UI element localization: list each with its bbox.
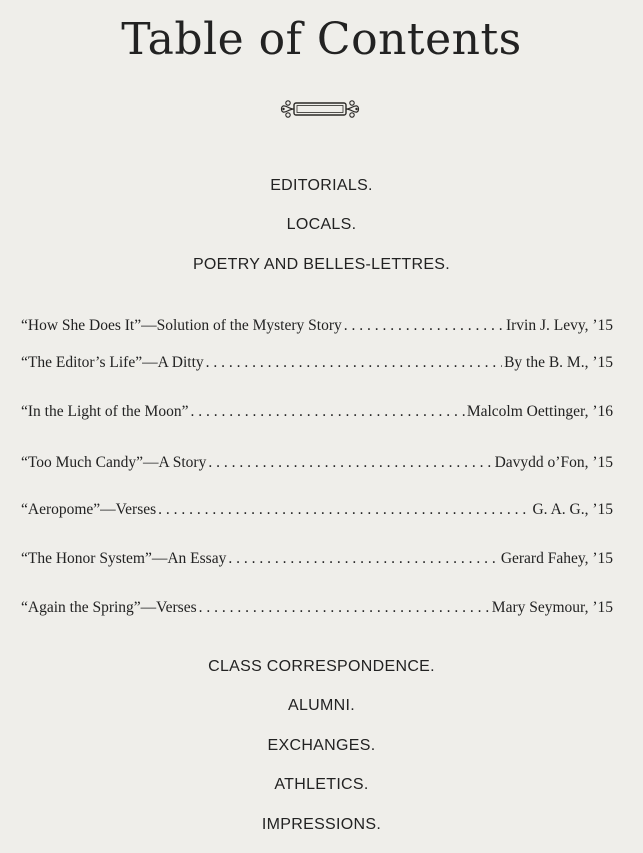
section-alumni: ALUMNI. bbox=[288, 697, 355, 714]
entry-author: Irvin J. Levy, ’15 bbox=[505, 317, 613, 334]
toc-entry bbox=[21, 549, 613, 569]
entry-title: “How She Does It”—Solution of the Mystery Story bbox=[21, 317, 342, 334]
entry-author: Malcolm Oettinger, ’16 bbox=[466, 403, 613, 420]
toc-entry bbox=[21, 598, 613, 618]
dot-leader bbox=[208, 453, 492, 473]
toc-entry bbox=[21, 402, 613, 422]
entry-title: “In the Light of the Moon” bbox=[21, 403, 189, 420]
entry-author: Gerard Fahey, ’15 bbox=[500, 550, 613, 567]
dot-leader bbox=[228, 549, 498, 569]
entry-author: Davydd o’Fon, ’15 bbox=[494, 454, 613, 471]
dot-leader bbox=[206, 353, 502, 373]
entry-title: “The Editor’s Life”—A Ditty bbox=[21, 354, 204, 371]
section-poetry-belles-lettres: POETRY AND BELLES-LETTRES. bbox=[192, 256, 451, 273]
toc-entry bbox=[21, 453, 613, 473]
section-athletics: ATHLETICS. bbox=[274, 776, 369, 793]
dot-leader bbox=[199, 598, 490, 618]
toc-entry bbox=[21, 353, 613, 373]
entry-title: “Too Much Candy”—A Story bbox=[21, 454, 207, 471]
entry-author: Mary Seymour, ’15 bbox=[491, 599, 613, 616]
toc-entry bbox=[21, 500, 613, 520]
section-class-correspondence: CLASS CORRESPONDENCE. bbox=[208, 658, 435, 675]
decorative-scroll-ornament-icon bbox=[280, 97, 360, 121]
dot-leader bbox=[190, 402, 464, 422]
entry-author: By the B. M., ’15 bbox=[504, 354, 613, 371]
entry-title: “Aeropome”—Verses bbox=[21, 501, 157, 518]
entry-author: G. A. G., ’15 bbox=[532, 501, 613, 518]
section-locals: LOCALS. bbox=[286, 216, 357, 233]
section-exchanges: EXCHANGES. bbox=[267, 737, 376, 754]
entry-title: “The Honor System”—An Essay bbox=[21, 550, 227, 567]
section-impressions: IMPRESSIONS. bbox=[261, 816, 382, 833]
section-editorials: EDITORIALS. bbox=[270, 177, 373, 194]
dot-leader bbox=[344, 316, 504, 336]
dot-leader bbox=[158, 500, 530, 520]
page-title: Table of Contents bbox=[121, 14, 522, 65]
toc-entry bbox=[21, 316, 613, 336]
entry-title: “Again the Spring”—Verses bbox=[21, 599, 197, 616]
